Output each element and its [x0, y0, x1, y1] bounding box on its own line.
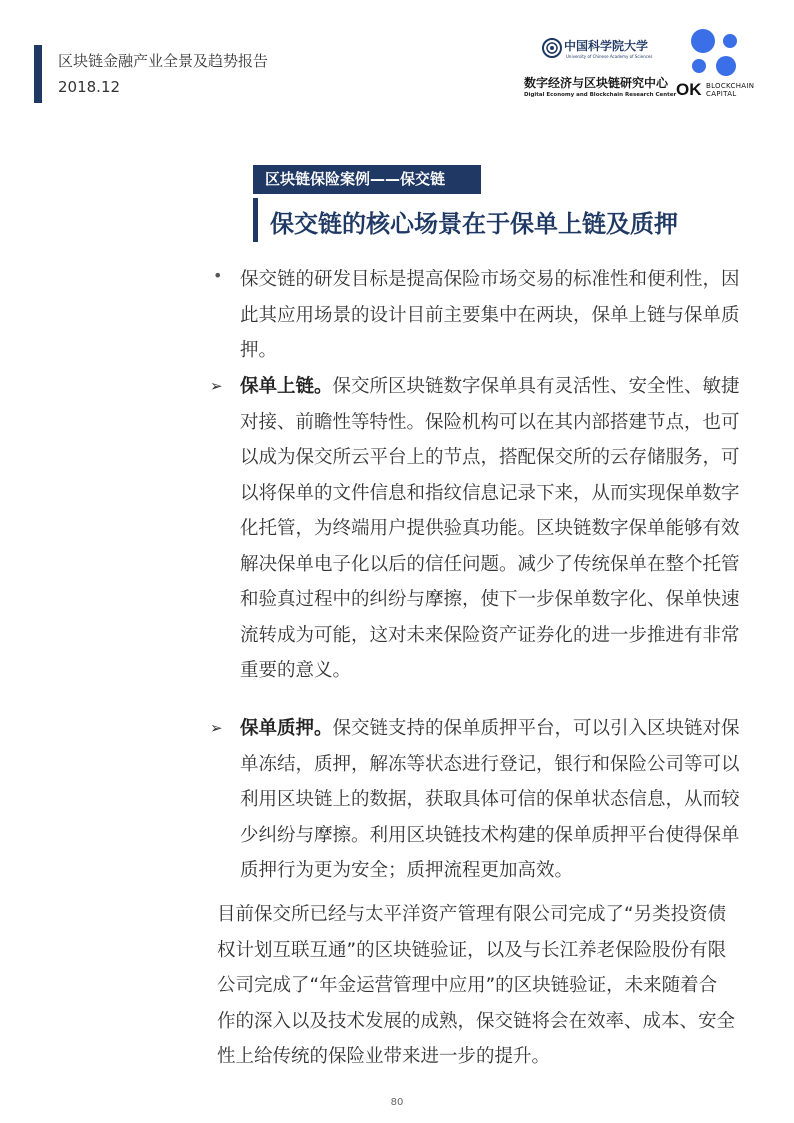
page-number: 80	[390, 1097, 404, 1108]
ok-wordmark: OK	[676, 80, 702, 99]
conclusion-paragraph: 目前保交所已经与太平洋资产管理有限公司完成了“另类投资债权计划互联互通”的区块链验证，以及与长江养老保险股份有限公司完成了“年金运营管理中应用”的区块链验证，未来随着合作的深入以及技术发展的成熟，保交链将会在效率、成本、安全性上给传统的保险业带来进一步的提升。	[217, 904, 736, 1067]
report-date: 2018.12	[58, 78, 121, 96]
heading-accent-bar	[253, 198, 258, 242]
research-center-english-name: Digital Economy and Blockchain Research Center	[524, 92, 677, 98]
item-policy-pledge	[240, 711, 740, 889]
ok-dots-icon	[686, 28, 742, 78]
ok-blockchain-capital-logo	[676, 28, 766, 104]
ok-subtitle	[706, 82, 754, 98]
intro-paragraph: 保交链的研发目标是提高保险市场交易的标准性和便利性，因此其应用场景的设计目前主要集中在两块，保单上链与保单质押。	[240, 269, 740, 361]
item-policy-pledge-text: 保交链支持的保单质押平台，可以引入区块链对保单冻结，质押，解冻等状态进行登记，银行和保险公司等可以利用区块链上的数据，获取具体可信的保单状态信息，从而较少纠纷与摩擦。利用区块链技术构建的保单质押平台使得保单质押行为更为安全；质押流程更加高效。	[240, 718, 740, 881]
item-policy-pledge-lead: 保单质押。	[240, 718, 333, 739]
page-heading: 保交链的核心场景在于保单上链及质押	[270, 210, 678, 238]
arrow-bullet-icon: ➢	[210, 719, 223, 737]
section-tag: 区块链保险案例——保交链	[253, 165, 481, 194]
research-center-name: 数字经济与区块链研究中心	[524, 76, 669, 90]
bullet-dot-icon: •	[213, 266, 223, 285]
arrow-bullet-icon: ➢	[210, 377, 223, 395]
research-center-logo	[520, 34, 677, 104]
item-policy-on-chain-lead: 保单上链。	[240, 376, 333, 397]
item-policy-on-chain	[240, 369, 740, 689]
cas-name: 中国科学院大学	[564, 39, 649, 53]
item-policy-on-chain-text: 保交所区块链数字保单具有灵活性、安全性、敏捷对接、前瞻性等特性。保险机构可以在其内部搭建节点，也可以成为保交所云平台上的节点，搭配保交所的云存储服务，可以将保单的文件信息和指纹信息记录下来，从而实现保单数字化托管，为终端用户提供验真功能。区块链数字保单能够有效解决保单电子化以后的信任问题。减少了传统保单在整个托管和验真过程中的纠纷与摩擦，使下一步保单数字化、保单快速流转成为可能，这对未来保险资产证券化的进一步推进有非常重要的意义。	[240, 376, 740, 681]
cas-emblem-icon	[542, 38, 562, 58]
cas-english-name: University of Chinese Academy of Sciences	[566, 54, 653, 59]
report-title: 区块链金融产业全景及趋势报告	[58, 52, 269, 70]
header-accent-bar	[34, 45, 42, 103]
ok-subtitle-line-2: CAPITAL	[706, 90, 737, 98]
ok-subtitle-line-1: BLOCKCHAIN	[706, 82, 755, 90]
